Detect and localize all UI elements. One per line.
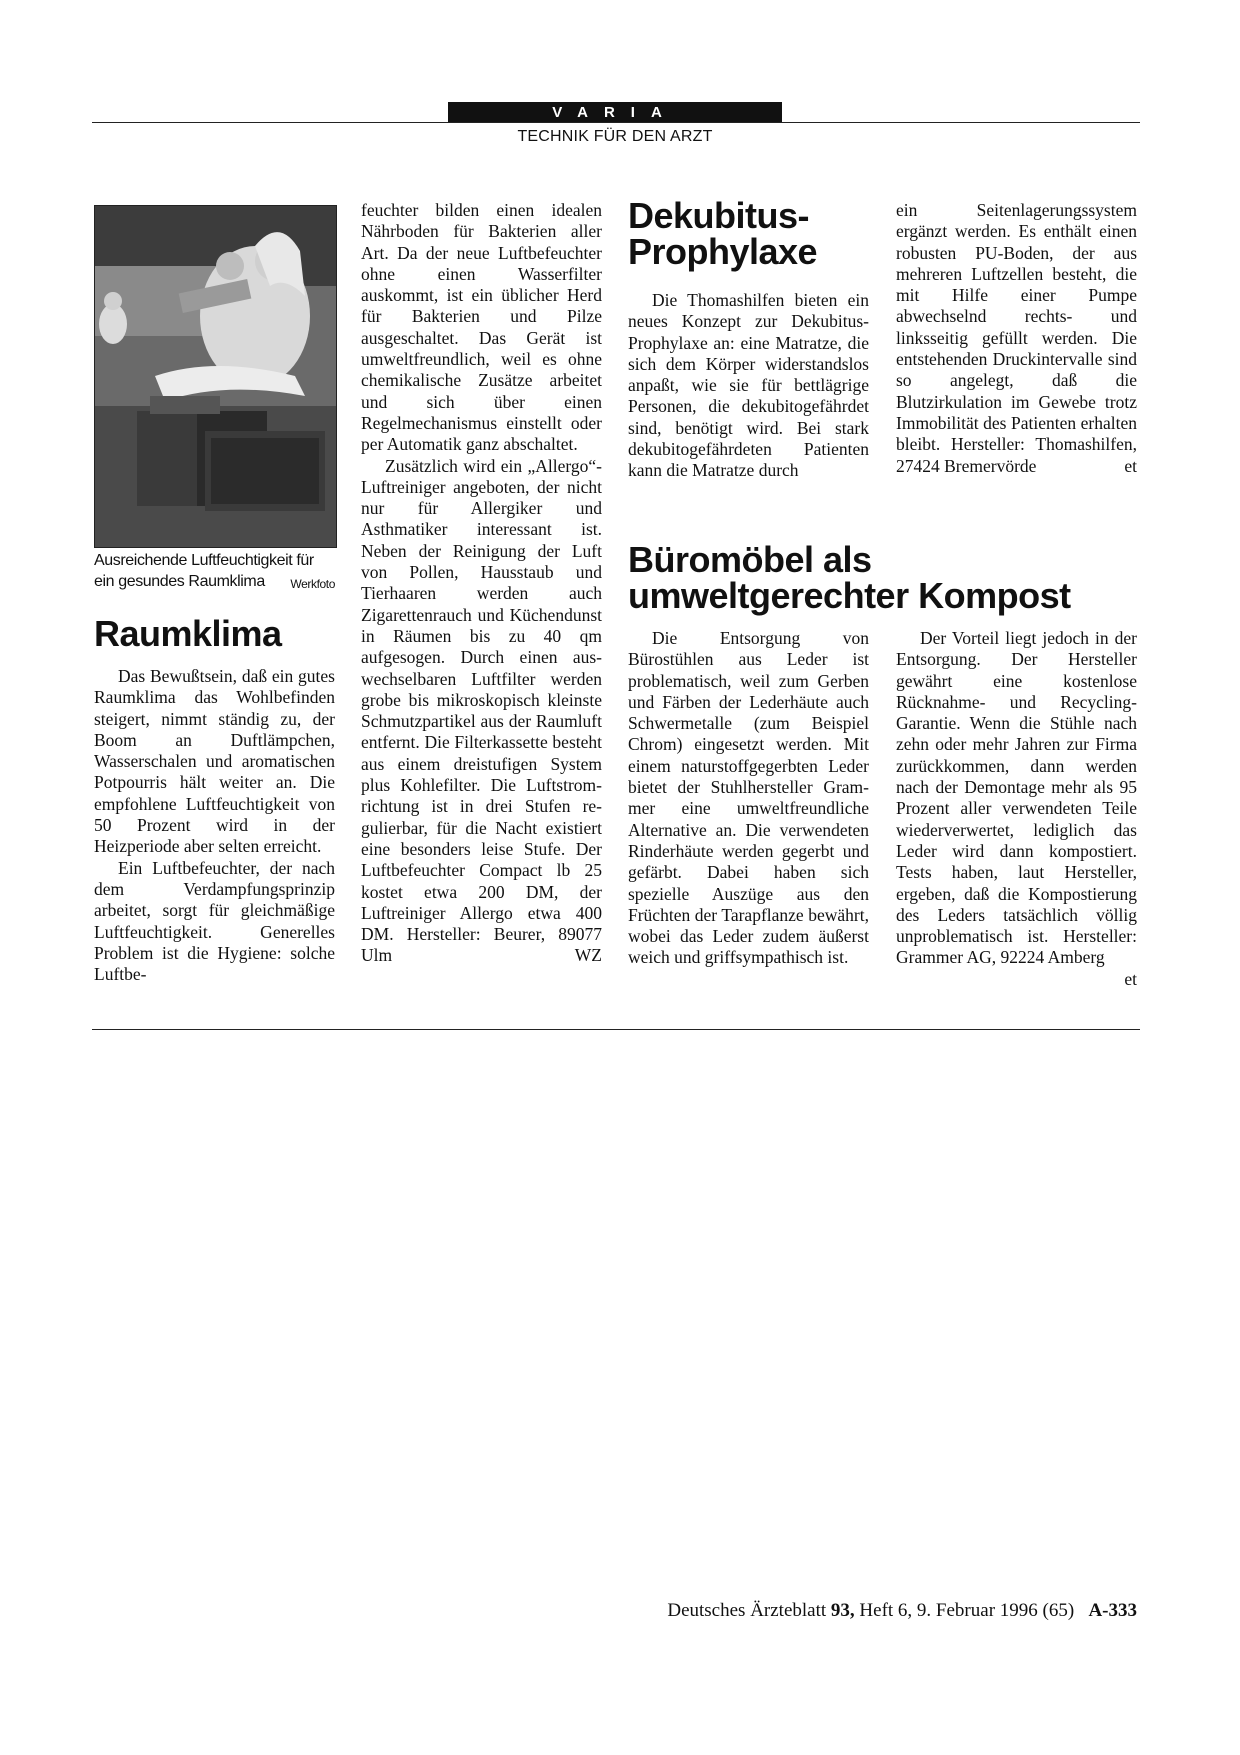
bueromoebel-paragraph: Die Entsorgung von Bürostühlen aus Leder ist problematisch, weil zum Gerben und Färben der Lederhäute auch Schwermetalle (zum Beispiel Chrom) eingesetzt werden. Mit einem naturstoffgegerbten Leder bietet der Stuhlhersteller Grammer eine umweltfreundliche Alternative an. Die verwendeten Rinderhäute werden gegerbt und gefärbt. Dabei haben sich spezielle Auszüge aus den Früchten der Tarapflanze bewährt, wobei das Leder zudem äußerst weich und griffsympathisch ist. xyxy=(628,628,869,968)
bueromoebel-column-1 xyxy=(628,628,869,969)
headline-line: Dekubitus- xyxy=(628,195,810,236)
page-footer xyxy=(667,1600,1137,1622)
headline-dekubitus xyxy=(628,195,888,272)
headline-line: Büromöbel als xyxy=(628,539,872,580)
dekubitus-paragraph xyxy=(896,200,1137,477)
photo-caption xyxy=(94,550,335,595)
journal-name: Deutsches Ärzteblatt xyxy=(667,1600,827,1621)
headline-bueromoebel xyxy=(628,539,1148,616)
author-initials: WZ xyxy=(574,945,602,966)
dekubitus-column-2 xyxy=(896,200,1137,477)
dekubitus-paragraph-text: ein Seitenlagerungssystem ergänzt werden. Es enthält einen robusten PU-Boden, der aus mehreren Luftzellen besteht, die mit Hilfe einer Pumpe abwechselnd rechts- und linksseitig gefüllt werden. Die entstehenden Druckintervalle sind so angelegt, daß die Blutzirkulation im Gewebe trotz Immobilität des Patienten erhalten bleibt. Hersteller: Thomashilfen, 27424 Bremervörde xyxy=(896,200,1137,476)
raumklima-paragraph: Ein Luftbefeuchter, der nach dem Verdampfungsprinzip arbeitet, sorgt für gleichmäßige Luftfeuchtigkeit. Generelles Problem ist die Hygiene: solche Luftbe- xyxy=(94,857,335,985)
bueromoebel-paragraph xyxy=(896,628,1137,989)
humidifier-photo xyxy=(94,205,337,548)
bueromoebel-column-2 xyxy=(896,628,1137,990)
raumklima-column-2 xyxy=(361,200,602,967)
section-bar xyxy=(448,102,782,123)
author-initials: et xyxy=(1124,968,1137,989)
photo-credit: Werkfoto xyxy=(290,577,335,591)
subsection-label: TECHNIK FÜR DEN ARZT xyxy=(517,128,713,145)
dekubitus-column-1 xyxy=(628,290,869,482)
issue-info: Heft 6, 9. Februar 1996 (65) xyxy=(859,1600,1075,1621)
raumklima-paragraph xyxy=(361,456,602,967)
raumklima-paragraph: Das Bewußtsein, daß ein gutes Raumklima das Wohlbefinden steigert, nimmt ständig zu, der Boom an Duftlämpchen, Wasserschalen und aromatischen Potpourris hält weiter an. Die empfohlene Luftfeuchtigkeit von 50 Prozent wird in der Heizperiode aber selten erreicht. xyxy=(94,666,335,857)
raumklima-column-1 xyxy=(94,666,335,985)
header-rule xyxy=(92,122,1140,123)
headline-line: Prophylaxe xyxy=(628,231,818,272)
section-label: VARIA xyxy=(552,104,678,121)
page-number: A-333 xyxy=(1088,1600,1137,1621)
dekubitus-paragraph: Die Thomashilfen bieten ein neues Konzept zur Dekubitus-Prophylaxe an: eine Matratze, die sich dem Körper widerstandslos anpaßt, wie sie für bettlägrige Personen, die dekubitogefährdet sind, benötigt wird. Bei stark dekubitogefährdeten Patienten kann die Matratze durch xyxy=(628,290,869,481)
journal-volume: 93, xyxy=(830,1600,855,1621)
footer-rule xyxy=(92,1029,1140,1030)
author-initials: et xyxy=(1124,455,1137,476)
caption-text: Ausreichende Luftfeuchtigkeit für ein gesundes Raumklima xyxy=(94,552,314,590)
headline-raumklima: Raumklima xyxy=(94,613,282,654)
raumklima-paragraph: feuchter bilden einen idealen Nährboden für Bakterien aller Art. Da der neue Luftbefeuchter ohne einen Wasserfilter auskommt, ist ein üblicher Herd für Bakterien und Pilze ausgeschaltet. Das Gerät ist umweltfreundlich, weil es ohne chemikalische Zusätze arbeitet und sich über einen Regelmechanismus einstellt oder per Automatik ganz abschaltet. xyxy=(361,200,602,455)
bueromoebel-paragraph-text: Der Vorteil liegt jedoch in der Entsorgung. Der Hersteller gewährt eine kostenlose Rücknahme- und Recycling-Garantie. Wenn die Stühle nach zehn oder mehr Jahren zur Firma zurückkommen, dann werden nach der Demontage mehr als 95 Prozent aller verwendeten Teile wiederverwertet, lediglich das Leder wird dann kompostiert. Tests haben, laut Hersteller, ergeben, daß die Kompostierung des Leders tatsächlich völlig unproblematisch ist. Hersteller: Grammer AG, 92224 Amberg xyxy=(896,628,1137,968)
photo-illustration xyxy=(95,206,336,547)
raumklima-paragraph-text: Zusätzlich wird ein „Allergo“-Luftreiniger angeboten, der nicht nur für Allergiker und Asthmatiker interessant ist. Neben der Reinigung der Luft von Pollen, Hausstaub und Tierhaaren werden auch Zigarettenrauch und Küchendunst in Räumen bis zu 40 qm aufgesogen. Durch einen auswechselbaren Luftfilter werden grobe bis mikroskopisch kleinste Schmutzpartikel aus der Raumluft entfernt. Die Filterkassette besteht aus einem dreistufigen System plus Kohlefilter. Die Luftstromrichtung ist in drei Stufen regulierbar, für die Nacht existiert eine besonders leise Stufe. Der Luftbefeuchter Compact lb 25 kostet etwa 200 DM, der Luftreiniger Allergo etwa 400 DM. Hersteller: Beurer, 89077 Ulm xyxy=(361,455,602,966)
headline-line: umweltgerechter Kompost xyxy=(628,575,1071,616)
